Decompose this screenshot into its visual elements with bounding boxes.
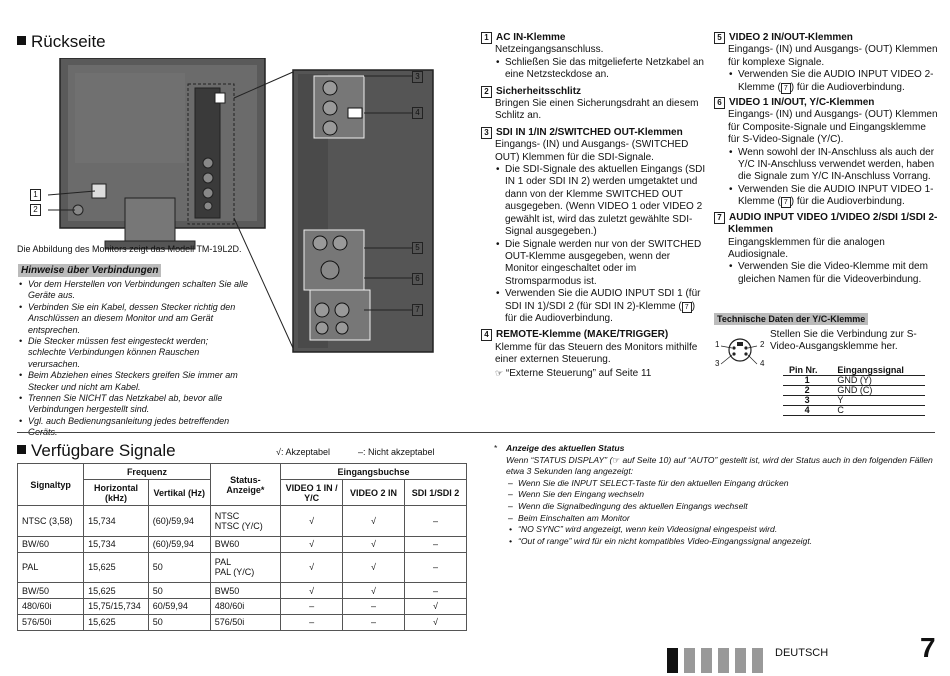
pin-cell: GND (C) [831,386,925,396]
status-note-intro: Wenn “STATUS DISPLAY” (☞ auf Seite 10) auf “AUTO” gestellt ist, wird der Status auch in den folgenden Fällen etwa 3 Sekunden lang angezeigt: [506,454,933,477]
col-header: Frequenz [84,464,211,480]
term-text: Klemme für das Steuern des Monitors mithilfe einer externen Steuerung. [495,341,698,366]
col-header: Horizontal (kHz) [84,480,149,506]
hint-item: • Vgl. auch Bedienungsanleitung jedes betreffenden [18,416,248,439]
term-bullet: • Verwenden Sie die Video-Klemme mit dem gleichen Namen für die Videoverbindung. [728,261,938,286]
hint-item: • Beim Abziehen eines Steckers greifen Sie immer am Stecker und nicht am Kabel. [18,370,248,393]
reference-icon: ☞ [495,367,504,378]
pin-cell: 1 [783,376,831,386]
pins-header: Eingangssignal [831,365,925,376]
status-dash-item: – Wenn Sie die INPUT SELECT-Taste für den aktuellen Eingang drücken [508,478,934,490]
pin-label-4: 4 [760,359,765,368]
term-title: REMOTE-Klemme (MAKE/TRIGGER) [496,329,669,341]
page-number: 7 [920,632,936,663]
page-ref: ☞ “Externe Steuerung” auf Seite 11 [495,367,652,379]
footer-language: DEUTSCH [775,647,829,659]
status-bullet-item: • “Out of range” wird für ein nicht kompatibles Video-Eingangssignal angezeigt. [508,536,934,548]
term-5 [714,32,938,94]
term-bullet: • Wenn sowohl der IN-Anschluss als auch der Y/C IN-Anschluss verwendet werden, haben die Signale zum Y/C IN-Anschluss Vorrang. [728,147,938,184]
term-num: 1 [481,32,492,44]
pin-cell: C [831,406,925,416]
pin-label-3: 3 [715,359,720,368]
term-num: 3 [481,127,492,139]
callout-1: 1 [30,189,41,201]
terminals-right [714,32,938,286]
legend-no: –: Nicht akzeptabel [358,447,435,457]
status-dash-item: – Wenn die Signalbedingung des aktuellen Eingangs wechselt [508,501,934,513]
callout-2: 2 [30,204,41,216]
term-text: Bringen Sie einen Sicherungsdraht an diesem Schlitz an. [495,98,699,122]
term-title: AC IN-Klemme [496,32,566,43]
hint-item: • Vor dem Herstellen von Verbindungen schalten Sie alle Geräte aus. [18,279,248,302]
yc-title-tag [714,313,868,325]
status-note: * Anzeige des aktuellen Status Wenn “STATUS DISPLAY” (☞ auf Seite 10) auf “AUTO” gestellt ist, wird der Status auch in den folgenden Fällen etwa 3 Sekunden lang angezeigt: – Wenn Sie die INPUT SELECT-Taste für den aktuellen Eingang drücken – Wenn Sie den Eingang wechseln – Wenn die Signalbedingung des aktuellen Eingangs wechselt – Beim Einschalten am Monitor • “NO SYNC” wird angezeigt, wenn kein Videosignal eingespeist wird. • “Out of range” wird für ein nicht kompatibles Video-Eingangssignal angezeigt. [494,443,934,547]
term-bullet: • Die SDI-Signale des aktuellen Eingangs (SDI IN 1 oder SDI IN 2) werden umgetaktet und dann von der Klemme SWITCHED OUT ausgegeben. (Wenn VIDEO 1 oder VIDEO 2 gewählt ist, wird das zuletzt gewählte SDI-Signal ausgegeben.) [495,164,706,238]
pin-cell: 4 [783,406,831,416]
hint-item: • Verbinden Sie ein Kabel, dessen Stecker richtig den Anschlüssen an diesem Monitor und am Gerät entsprechen. [18,302,248,336]
pin-cell: 2 [783,386,831,396]
term-1 [481,32,706,82]
callout-7: 7 [412,304,423,316]
section-title-rear: Rückseite [17,32,106,52]
callout-3: 3 [412,71,423,83]
term-bullet: • Die Signale werden nur von der SWITCHED OUT-Klemme ausgegeben, wenn der Monitor eingeschaltet oder im Stromsparmodus ist. [495,239,706,289]
term-bullet-ref: • Verwenden Sie die AUDIO INPUT SDI 1 (für SDI IN 1)/SDI 2 (für SDI IN 2)-Klemme ( 7 ) für die Audioverbindung. [495,288,706,325]
callout-6: 6 [412,273,423,285]
term-text: Eingangs- (IN) und Ausgangs- (OUT) Klemmen für Composite-Signale und Eingangsklemme für S-Video-Signale (Y/C). [728,109,938,146]
term-bullet-ref: • Verwenden Sie die AUDIO INPUT VIDEO 1-Klemme ( 7 ) für die Audioverbindung. [728,184,938,209]
pin-cell: Y [831,396,925,406]
pin-label-2: 2 [760,340,765,349]
table-row: 480/60i 15,75/15,734 60/59,94 480/60i – – √ [18,599,467,615]
pin-cell: 3 [783,396,831,406]
table-row: BW/50 15,625 50 BW50 √ √ – [18,583,467,599]
term-text: Eingangs- (IN) und Ausgangs- (OUT) Klemmen für komplexe Signale. [728,44,938,68]
table-row: PAL 15,625 50 PAL PAL (Y/C) √ √ – [18,552,467,583]
term-num: 5 [714,32,725,44]
col-header: Signaltyp [18,464,84,506]
status-dash-item: – Beim Einschalten am Monitor [508,513,934,525]
callout-5: 5 [412,242,423,254]
yc-title: Technische Daten der Y/C-Klemme [714,313,868,325]
term-text: Eingangs- (IN) und Ausgangs- (SWITCHED OUT) Klemmen für die SDI-Signale. [495,139,689,163]
terminals-mid [481,32,706,380]
table-row: 576/50i 15,625 50 576/50i – – √ [18,614,467,630]
term-title: SDI IN 1/IN 2/SWITCHED OUT-Klemmen [496,126,683,138]
col-header: SDI 1/SDI 2 [405,480,467,506]
term-bullet-ref: • Verwenden Sie die AUDIO INPUT VIDEO 2-Klemme ( 7 ) für die Audioverbindung. [728,69,938,94]
hints-title: Hinweise über Verbindungen [18,264,161,277]
term-3 [481,127,706,326]
term-4 [481,329,706,380]
col-header: Vertikal (Hz) [148,480,210,506]
rear-caption: Die Abbildung des Monitors zeigt das Modell TM-19L2D. [17,244,242,254]
status-note-title: Anzeige des aktuellen Status [506,443,625,453]
term-title: VIDEO 2 IN/OUT-Klemmen [729,32,853,43]
col-header: VIDEO 2 IN [343,480,405,506]
col-header: Status-Anzeige* [210,464,280,506]
hints-box [18,264,248,439]
term-6 [714,97,938,209]
term-text: Eingangsklemmen für die analogen Audiosignale. [728,236,885,260]
hint-item: • Trennen Sie NICHT das Netzkabel ab, bevor alle Verbindungen hergestellt sind. [18,393,248,416]
term-title: VIDEO 1 IN/OUT, Y/C-Klemmen [729,97,875,109]
language-tab-bars [667,648,763,676]
square-bullet-icon [17,445,26,454]
term-text: Netzeingangsanschluss. [495,44,604,56]
term-num: 2 [481,86,492,98]
col-header: VIDEO 1 IN / Y/C [281,480,343,506]
term-num: 6 [714,97,725,109]
hint-item: • Die Stecker müssen fest eingesteckt werden; schlechte Verbindungen können Rauschen verursachen. [18,336,248,370]
term-2 [481,86,706,123]
hints-list [18,279,248,439]
section-divider [17,432,935,433]
term-num: 7 [714,212,725,224]
table-row: NTSC (3,58) 15,734 (60)/59,94 NTSC NTSC (Y/C) √ √ – [18,506,467,537]
pins-header: Pin Nr. [783,365,831,376]
legend-ok: √: Akzeptabel [276,447,330,457]
yc-text: Stellen Sie die Verbindung zur S-Video-Ausgangsklemme her. [770,329,917,353]
pin-label-1: 1 [715,340,720,349]
term-bullet: • Schließen Sie das mitgelieferte Netzkabel an eine Netzsteckdose an. [495,57,706,82]
table-row: BW/60 15,734 (60)/59,94 BW60 √ √ – [18,536,467,552]
status-bullet-item: • “NO SYNC” wird angezeigt, wenn kein Videosignal eingespeist wird. [508,524,934,536]
signals-table [17,463,467,631]
yc-pin-table [783,365,925,416]
term-title: Sicherheitsschlitz [496,85,582,97]
square-bullet-icon [17,36,26,45]
pin-cell: GND (Y) [831,376,925,386]
term-7 [714,212,938,286]
vent-dots [75,73,185,163]
col-header: Eingangsbuchse [281,464,467,480]
term-num: 4 [481,329,492,341]
reference-icon: ☞ [612,454,621,465]
callout-4: 4 [412,107,423,119]
status-dash-item: – Wenn Sie den Eingang wechseln [508,489,934,501]
term-title: AUDIO INPUT VIDEO 1/VIDEO 2/SDI 1/SDI 2-Klemmen [728,211,938,236]
section-title-signals: Verfügbare Signale [17,441,176,461]
